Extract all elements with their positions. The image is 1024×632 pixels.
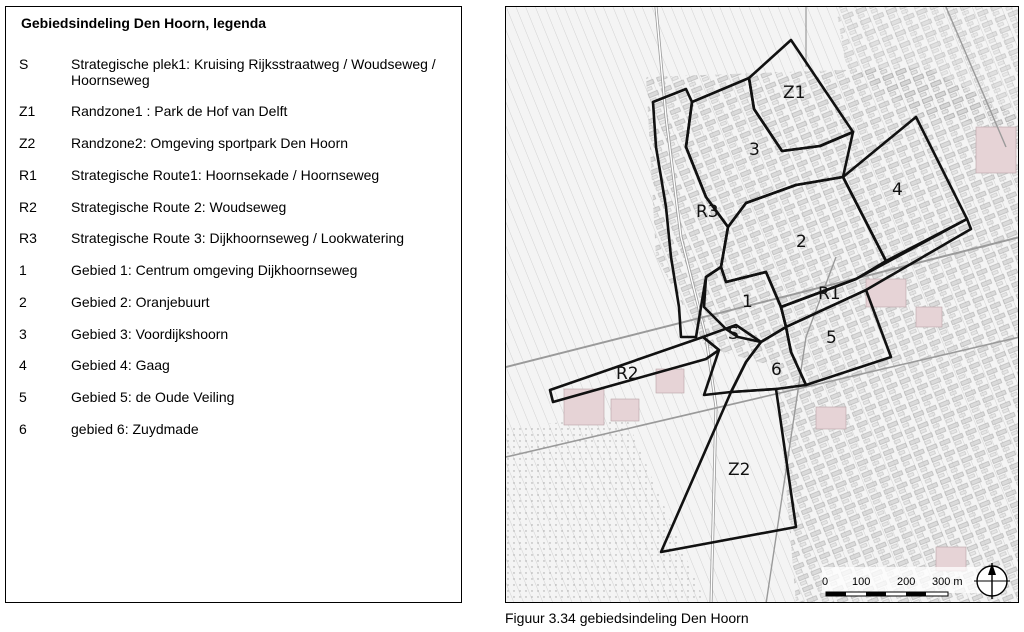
label-r1: R1: [818, 284, 841, 304]
legend-text: Gebied 5: de Oude Veiling: [71, 389, 235, 405]
legend-title: Gebiedsindeling Den Hoorn, legenda: [21, 15, 267, 31]
scale-tick-300: 300 m: [932, 576, 963, 588]
legend-text: Strategische Route 3: Dijkhoornseweg / Lookwatering: [71, 230, 405, 246]
label-z1: Z1: [783, 83, 806, 103]
legend-code: 5: [19, 389, 27, 405]
legend-text: Strategische Route1: Hoornsekade / Hoornseweg: [71, 167, 380, 183]
legend-code: 1: [19, 262, 27, 278]
legend-code: R2: [19, 199, 37, 215]
area-map[interactable]: [505, 6, 1019, 603]
label-5: 5: [826, 328, 837, 348]
legend-code: S: [19, 56, 29, 72]
legend-text: gebied 6: Zuydmade: [71, 421, 199, 437]
scale-tick-200: 200: [897, 576, 916, 588]
legend-text: Strategische plek1: Kruising Rijksstraatweg / Woudseweg / Hoornseweg: [71, 56, 436, 88]
label-1: 1: [742, 292, 753, 312]
legend-text: Gebied 2: Oranjebuurt: [71, 294, 210, 310]
label-r2: R2: [616, 364, 639, 384]
label-6: 6: [771, 360, 782, 380]
legend-text: Gebied 3: Voordijkshoorn: [71, 326, 229, 342]
map-canvas: [506, 7, 1019, 603]
label-3: 3: [749, 140, 760, 160]
legend-code: R3: [19, 230, 37, 246]
legend-code: Z2: [19, 135, 36, 151]
label-r3: R3: [696, 202, 719, 222]
legend-code: R1: [19, 167, 37, 183]
legend-panel: [5, 6, 462, 603]
label-z2: Z2: [728, 460, 751, 480]
label-4: 4: [892, 180, 903, 200]
legend-code: 3: [19, 326, 27, 342]
legend-text: Strategische Route 2: Woudseweg: [71, 199, 287, 215]
legend-text: Gebied 4: Gaag: [71, 357, 170, 373]
scale-tick-100: 100: [852, 576, 871, 588]
figure-caption: Figuur 3.34 gebiedsindeling Den Hoorn: [505, 610, 749, 626]
legend-code: 2: [19, 294, 27, 310]
label-2: 2: [796, 232, 807, 252]
legend-code: 6: [19, 421, 27, 437]
legend-text: Randzone1 : Park de Hof van Delft: [71, 103, 288, 119]
scale-tick-0: 0: [822, 576, 829, 588]
legend-code: Z1: [19, 103, 36, 119]
legend-text: Randzone2: Omgeving sportpark Den Hoorn: [71, 135, 349, 151]
legend-code: 4: [19, 357, 27, 373]
label-s: S: [728, 324, 739, 344]
legend-text: Gebied 1: Centrum omgeving Dijkhoornseweg: [71, 262, 358, 278]
